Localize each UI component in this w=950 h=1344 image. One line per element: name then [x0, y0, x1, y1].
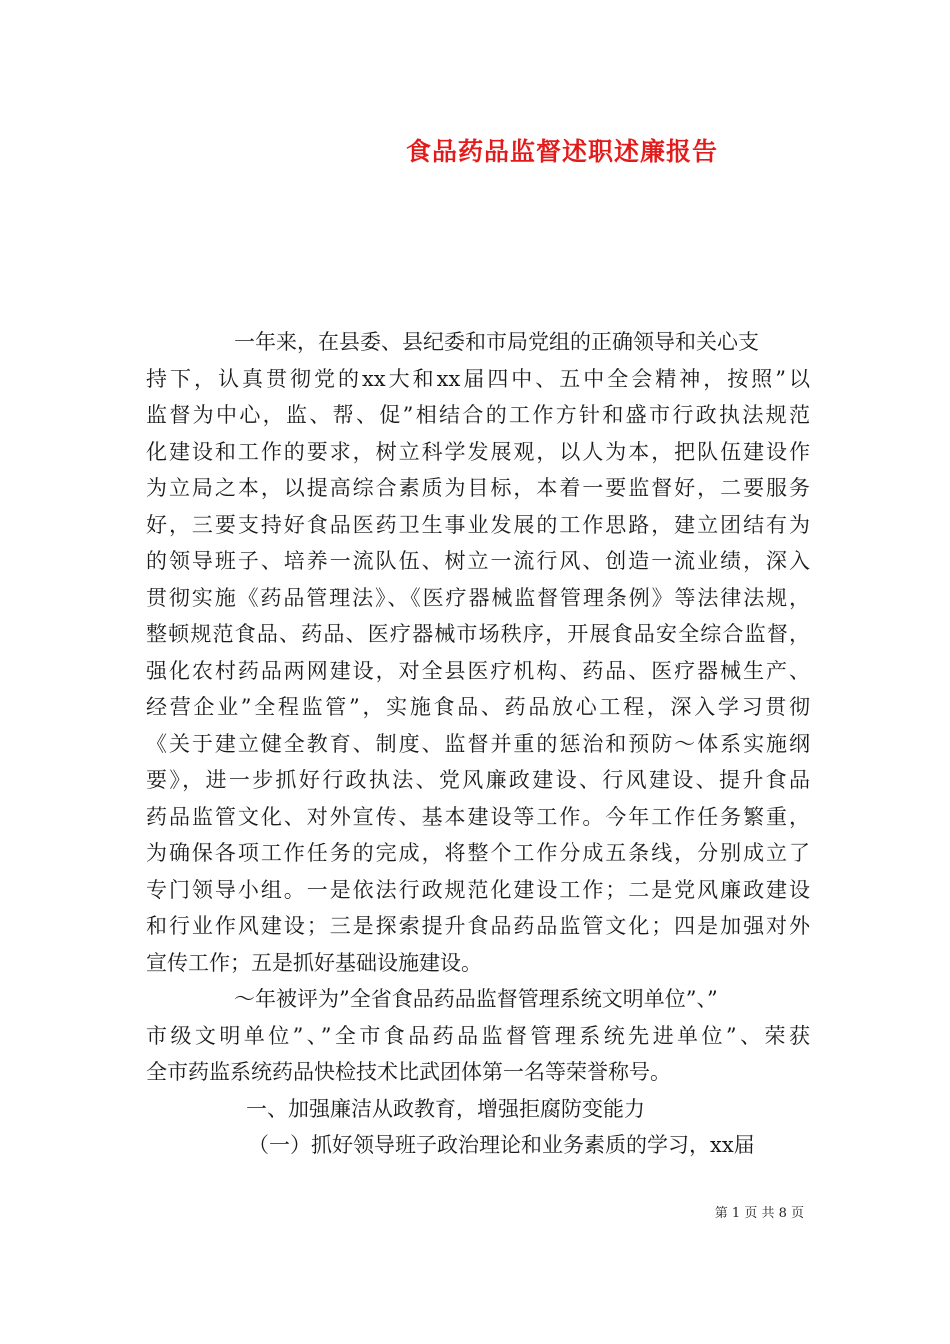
paragraph-1-line: 持下，认真贯彻党的xx大和xx届四中、五中全会精神，按照”以	[146, 366, 810, 391]
paragraph-1-line: 为立局之本，以提高综合素质为目标，本着一要监督好，二要服务	[146, 476, 810, 500]
paragraph-1-line: 监督为中心，监、帮、促”相结合的工作方针和盛市行政执法规范	[146, 403, 810, 427]
paragraph-2-line: 全市药监系统药品快检技术比武团体第一名等荣誉称号。	[146, 1060, 671, 1084]
paragraph-1-line: 经营企业”全程监管”，实施食品、药品放心工程，深入学习贯彻	[146, 695, 810, 719]
paragraph-2-line: 市级文明单位”、”全市食品药品监督管理系统先进单位”、荣获	[146, 1023, 810, 1048]
document-title: 食品药品监督述职述廉报告	[405, 137, 718, 166]
subsection-heading: （一）抓好领导班子政治理论和业务素质的学习，xx届	[248, 1133, 755, 1157]
paragraph-1-line: 整顿规范食品、药品、医疗器械市场秩序，开展食品安全综合监督，	[146, 622, 810, 646]
paragraph-1-line: 贯彻实施《药品管理法》、《医疗器械监督管理条例》等法律法规，	[146, 585, 810, 610]
paragraph-1-line: 的领导班子、培养一流队伍、树立一流行风、创造一流业绩，深入	[146, 549, 810, 573]
paragraph-1-line: 要》，进一步抓好行政执法、党风廉政建设、行风建设、提升食品	[146, 768, 810, 792]
paragraph-1-line: 《关于建立健全教育、制度、监督并重的惩治和预防～体系实施纲	[146, 731, 810, 756]
paragraph-1-line: 强化农村药品两网建设，对全县医疗机构、药品、医疗器械生产、	[146, 658, 810, 683]
paragraph-1-line: 和行业作风建设；三是探索提升食品药品监管文化；四是加强对外	[146, 914, 810, 938]
page-number: 第 1 页 共 8 页	[714, 1206, 804, 1221]
paragraph-1-line: 专门领导小组。一是依法行政规范化建设工作；二是党风廉政建设	[146, 877, 810, 902]
paragraph-1-line: 宣传工作；五是抓好基础设施建设。	[146, 950, 482, 975]
paragraph-1-line: 化建设和工作的要求，树立科学发展观，以人为本，把队伍建设作	[146, 439, 810, 464]
paragraph-2-line: ～年被评为”全省食品药品监督管理系统文明单位”、”	[234, 987, 718, 1011]
document-body	[146, 324, 810, 1164]
paragraph-1-line: 一年来，在县委、县纪委和市局党组的正确领导和关心支	[234, 330, 759, 354]
paragraph-1-line: 为确保各项工作任务的完成，将整个工作分成五条线，分别成立了	[146, 841, 810, 865]
section-heading: 一、加强廉洁从政教育，增强拒腐防变能力	[246, 1096, 645, 1121]
paragraph-1-line: 药品监管文化、对外宣传、基本建设等工作。今年工作任务繁重，	[146, 804, 810, 829]
paragraph-1-line: 好，三要支持好食品医药卫生事业发展的工作思路，建立团结有为	[146, 512, 810, 537]
